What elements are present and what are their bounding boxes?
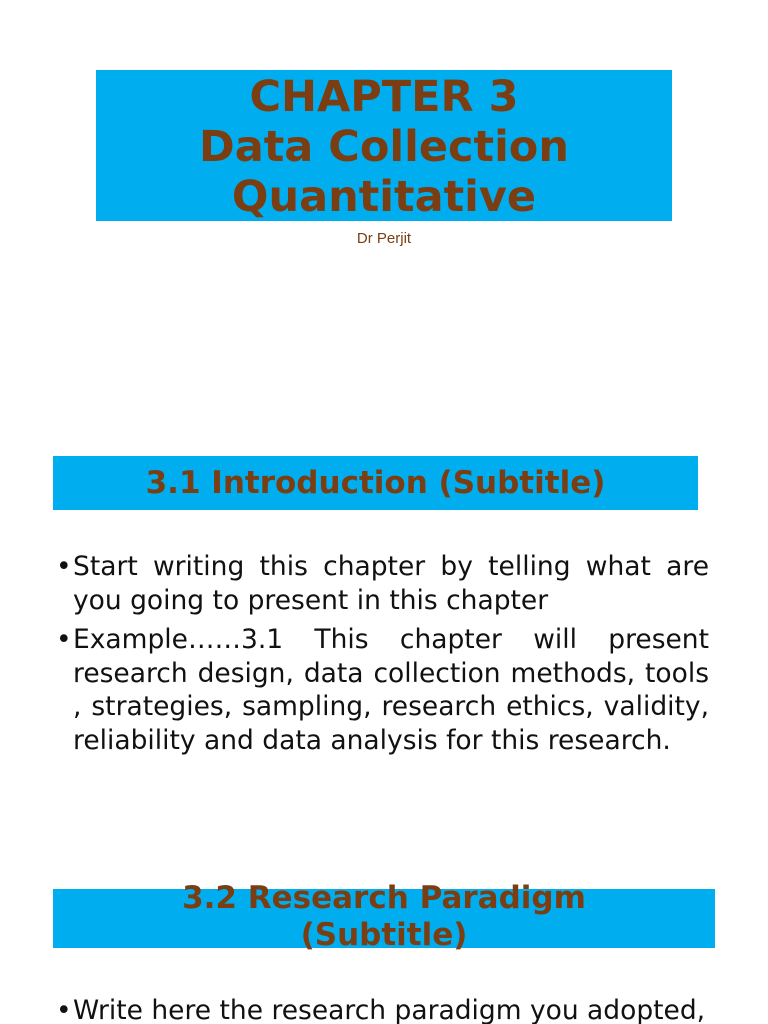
bullet-item xyxy=(56,994,709,1024)
author-name: Dr Perjit xyxy=(356,230,412,247)
chapter-title-line: Data Collection xyxy=(199,122,569,172)
bullet-text: Example……3.1 This chapter will present research design, data collection methods, tools , strategies, sampling, research ethics, validity, reliability and data analysis for this research. xyxy=(73,624,709,756)
section-heading-text: (Subtitle) xyxy=(300,917,468,953)
bullet-text: Start writing this chapter by telling what are you going to present in this chapter xyxy=(73,551,709,616)
section-heading-introduction xyxy=(53,456,698,510)
bullet-text: Write here the research paradigm you adopted, xyxy=(73,995,706,1024)
bullet-item xyxy=(56,623,709,757)
chapter-title-line: CHAPTER 3 xyxy=(249,72,519,122)
bullet-list xyxy=(56,550,709,763)
chapter-title-box xyxy=(96,70,672,221)
bullet-glyph: • xyxy=(56,995,72,1024)
bullet-glyph: • xyxy=(56,624,72,655)
bullet-list xyxy=(56,994,709,1024)
bullet-glyph: • xyxy=(56,551,72,582)
section-heading-text: 3.2 Research Paradigm xyxy=(182,880,586,916)
section-heading-research-paradigm xyxy=(53,880,715,953)
bullet-item xyxy=(56,550,709,617)
section-heading-text: 3.1 Introduction (Subtitle) xyxy=(145,465,606,501)
chapter-title-line: Quantitative xyxy=(231,172,537,222)
